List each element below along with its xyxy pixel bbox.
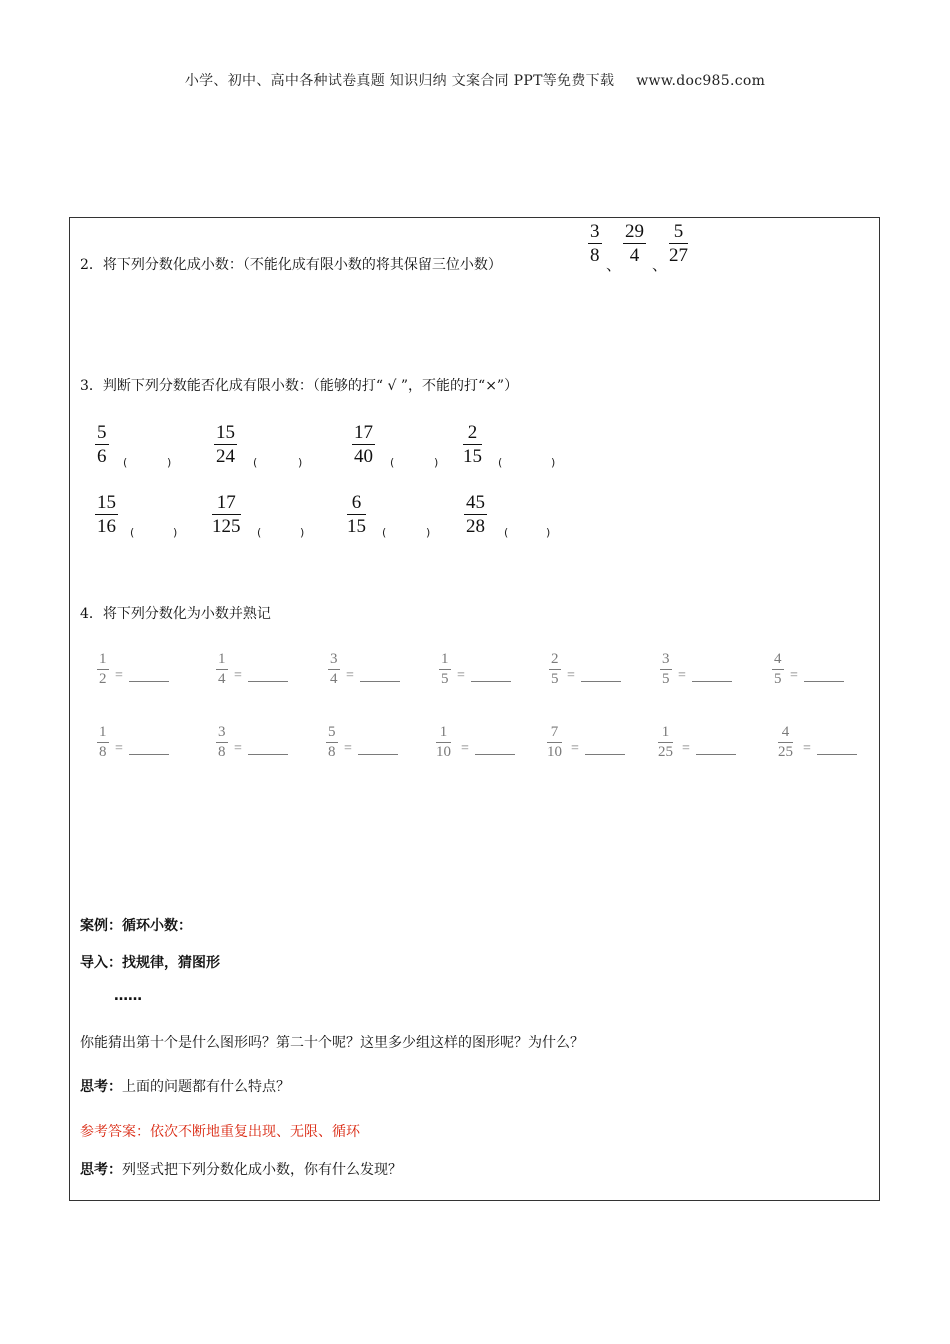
numerator: 3	[218, 724, 226, 740]
numerator: 4	[781, 724, 790, 740]
answer-paren-close: )	[426, 526, 431, 539]
answer-blank[interactable]	[129, 681, 169, 682]
q4-fraction	[549, 652, 561, 687]
numerator: 3	[662, 651, 670, 667]
q4-fraction	[326, 725, 338, 760]
q2-fraction	[623, 222, 646, 265]
equals-sign: =	[344, 741, 352, 756]
equals-sign: =	[346, 668, 354, 683]
numerator: 17	[216, 492, 236, 513]
denominator: 8	[590, 245, 600, 266]
equals-sign: =	[790, 668, 798, 683]
q4-fraction	[97, 725, 109, 760]
equals-sign: =	[803, 741, 811, 756]
answer-blank[interactable]	[248, 681, 288, 682]
numerator: 6	[351, 492, 362, 513]
denominator: 8	[328, 744, 336, 760]
numerator: 1	[218, 651, 226, 667]
q3-fraction	[212, 493, 241, 536]
header-site: www.doc985.com	[636, 73, 766, 89]
q3-fraction	[352, 423, 375, 466]
case-question: 你能猜出第十个是什么图形吗？第二十个呢？这里多少组这样的图形呢？为什么？	[80, 1035, 584, 1051]
denominator: 10	[547, 744, 562, 760]
numerator: 1	[439, 724, 448, 740]
numerator: 15	[97, 492, 116, 513]
q4-fraction	[328, 652, 340, 687]
q4-fraction	[216, 652, 228, 687]
numerator: 1	[441, 651, 449, 667]
answer-blank[interactable]	[360, 681, 400, 682]
numerator: 3	[590, 221, 600, 242]
answer-blank[interactable]	[692, 681, 732, 682]
equals-sign: =	[571, 741, 579, 756]
answer-paren-open: (	[498, 456, 503, 469]
think-1-label: 思考：	[80, 1079, 122, 1095]
content-box	[69, 217, 880, 1201]
numerator: 3	[330, 651, 338, 667]
answer-paren-open: (	[123, 456, 128, 469]
case-ellipsis: ……	[114, 988, 142, 1004]
numerator: 29	[625, 221, 644, 242]
equals-sign: =	[567, 668, 575, 683]
q2-text: 2．将下列分数化成小数：（不能化成有限小数的将其保留三位小数）	[80, 257, 502, 273]
q4-fraction	[547, 725, 562, 760]
equals-sign: =	[234, 741, 242, 756]
q4-fraction	[436, 725, 451, 760]
denominator: 2	[99, 671, 107, 687]
answer-blank[interactable]	[129, 754, 169, 755]
q3-fraction	[95, 493, 118, 536]
equals-sign: =	[115, 668, 123, 683]
answer-blank[interactable]	[804, 681, 844, 682]
page-header	[0, 70, 950, 90]
answer-blank[interactable]	[817, 754, 857, 755]
think-1	[80, 1076, 290, 1096]
numerator: 15	[216, 422, 235, 443]
q4-fraction	[439, 652, 451, 687]
denominator: 24	[216, 446, 235, 467]
denominator: 15	[347, 516, 366, 537]
answer-paren-close: )	[167, 456, 172, 469]
denominator: 16	[97, 516, 116, 537]
denominator: 5	[774, 671, 782, 687]
numerator: 4	[774, 651, 782, 667]
denominator: 8	[99, 744, 107, 760]
think-1-text: 上面的问题都有什么特点？	[122, 1079, 290, 1095]
think-2-label: 思考：	[80, 1162, 122, 1178]
denominator: 4	[330, 671, 338, 687]
answer-blank[interactable]	[471, 681, 511, 682]
equals-sign: =	[678, 668, 686, 683]
numerator: 5	[97, 422, 107, 443]
answer-paren-open: (	[382, 526, 387, 539]
q4-fraction	[772, 652, 784, 687]
numerator: 7	[550, 724, 559, 740]
think-2-text: 列竖式把下列分数化成小数，你有什么发现？	[122, 1162, 402, 1178]
answer-paren-open: (	[390, 456, 395, 469]
answer-blank[interactable]	[696, 754, 736, 755]
answer-blank[interactable]	[581, 681, 621, 682]
q3-fraction	[214, 423, 237, 466]
denominator: 25	[658, 744, 673, 760]
answer-paren-open: (	[504, 526, 509, 539]
answer-blank[interactable]	[475, 754, 515, 755]
case-intro: 导入：找规律，猜图形	[80, 955, 220, 971]
answer-paren-open: (	[253, 456, 258, 469]
denominator: 8	[218, 744, 226, 760]
denominator: 4	[218, 671, 226, 687]
equals-sign: =	[234, 668, 242, 683]
denominator: 15	[463, 446, 482, 467]
denominator: 5	[441, 671, 449, 687]
numerator: 45	[466, 492, 485, 513]
answer-blank[interactable]	[358, 754, 398, 755]
equals-sign: =	[457, 668, 465, 683]
numerator: 2	[551, 651, 559, 667]
think-2	[80, 1159, 402, 1179]
q2-separator: 、	[606, 256, 622, 274]
q4-text: 4．将下列分数化为小数并熟记	[80, 606, 271, 622]
q3-text: 3．判断下列分数能否化成有限小数：（能够的打“ √ ”，不能的打“×”）	[80, 378, 519, 394]
equals-sign: =	[115, 741, 123, 756]
denominator: 25	[778, 744, 793, 760]
answer-paren-close: )	[300, 526, 305, 539]
denominator: 5	[551, 671, 559, 687]
denominator: 27	[669, 245, 688, 266]
answer-paren-close: )	[173, 526, 178, 539]
answer-paren-close: )	[298, 456, 303, 469]
denominator: 4	[629, 245, 640, 266]
q3-fraction	[464, 493, 487, 536]
numerator: 1	[99, 651, 107, 667]
answer-paren-close: )	[434, 456, 439, 469]
q3-fraction	[347, 493, 366, 536]
q4-fraction	[660, 652, 672, 687]
q2-fraction	[588, 222, 602, 265]
q3-fraction	[95, 423, 109, 466]
q2-fraction	[669, 222, 688, 265]
q3-fraction	[463, 423, 482, 466]
reference-answer: 参考答案：依次不断地重复出现、无限、循环	[80, 1124, 360, 1140]
numerator: 17	[354, 422, 373, 443]
case-title: 案例：循环小数：	[80, 918, 192, 934]
numerator: 1	[661, 724, 670, 740]
answer-paren-open: (	[257, 526, 262, 539]
q4-fraction	[778, 725, 793, 760]
denominator: 6	[97, 446, 107, 467]
numerator: 2	[467, 422, 478, 443]
denominator: 5	[662, 671, 670, 687]
numerator: 1	[99, 724, 107, 740]
answer-blank[interactable]	[248, 754, 288, 755]
denominator: 125	[212, 516, 241, 537]
numerator: 5	[673, 221, 684, 242]
answer-paren-close: )	[546, 526, 551, 539]
equals-sign: =	[682, 741, 690, 756]
answer-blank[interactable]	[585, 754, 625, 755]
denominator: 10	[436, 744, 451, 760]
answer-paren-close: )	[551, 456, 556, 469]
q4-fraction	[97, 652, 109, 687]
q2-separator: 、	[652, 256, 668, 274]
q4-fraction	[216, 725, 228, 760]
denominator: 28	[466, 516, 485, 537]
header-text: 小学、初中、高中各种试卷真题 知识归纳 文案合同 PPT等免费下载	[184, 73, 615, 89]
numerator: 5	[328, 724, 336, 740]
answer-paren-open: (	[130, 526, 135, 539]
q4-fraction	[658, 725, 673, 760]
denominator: 40	[354, 446, 373, 467]
equals-sign: =	[461, 741, 469, 756]
